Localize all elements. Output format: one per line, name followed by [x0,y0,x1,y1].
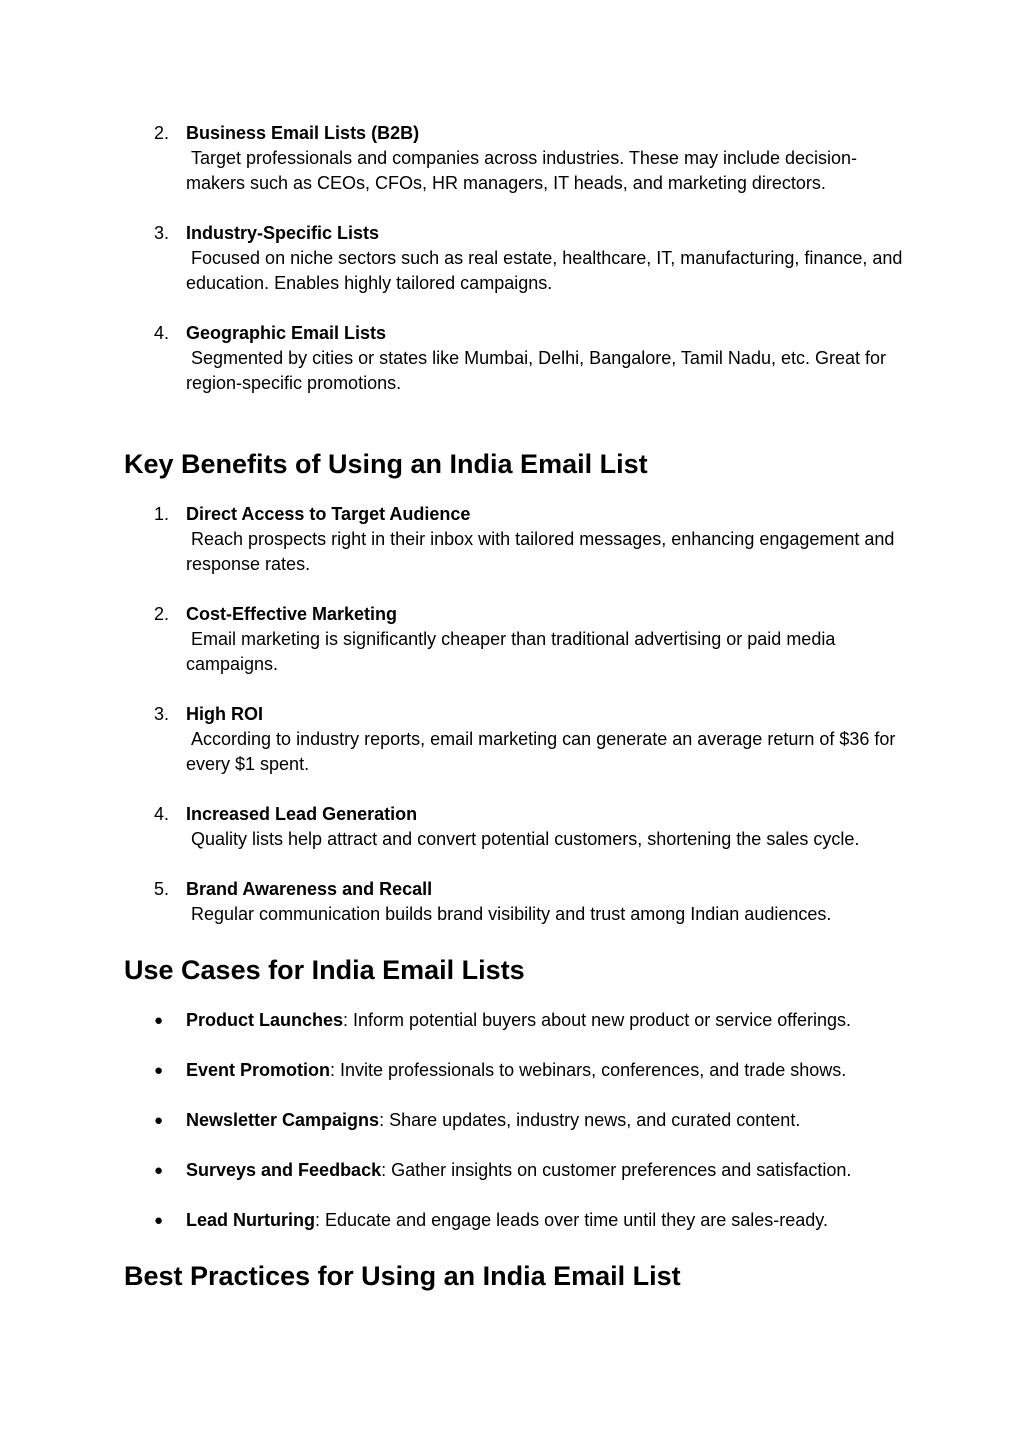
item-description: Quality lists help attract and convert potential customers, shortening the sales cycle. [186,829,860,849]
best-practices-heading: Best Practices for Using an India Email List [124,1261,681,1291]
item-description: : Educate and engage leads over time until they are sales-ready. [315,1210,828,1230]
bullet-icon: ● [154,1112,164,1129]
benefits-heading: Key Benefits of Using an India Email List [124,449,648,479]
item-title: Lead Nurturing [186,1210,315,1230]
list-item [124,221,908,296]
item-description: : Invite professionals to webinars, conferences, and trade shows. [330,1060,847,1080]
list-number: 2. [154,123,170,143]
item-title: Industry-Specific Lists [186,223,380,243]
item-description: Reach prospects right in their inbox with tailored messages, enhancing engagement and response rates. [186,529,900,574]
list-item [124,1208,904,1233]
item-description: Regular communication builds brand visibility and trust among Indian audiences. [186,904,832,924]
item-title: Brand Awareness and Recall [186,879,433,899]
list-number: 5. [154,879,170,899]
bullet-icon: ● [154,1162,164,1179]
item-title: Product Launches [186,1010,344,1030]
use-cases-list [124,1008,904,1233]
item-title: Increased Lead Generation [186,804,418,824]
item-description: : Gather insights on customer preferences and satisfaction. [381,1160,852,1180]
list-item [124,321,904,396]
use-cases-heading: Use Cases for India Email Lists [124,955,525,985]
bullet-icon: ● [154,1212,164,1229]
bullet-icon: ● [154,1012,164,1029]
list-number: 3. [154,223,170,243]
item-description: Target professionals and companies across industries. These may include decision-makers such as CEOs, CFOs, HR managers, IT heads, and marketing directors. [186,148,858,193]
item-description: Segmented by cities or states like Mumbai, Delhi, Bangalore, Tamil Nadu, etc. Great for region-specific promotions. [186,348,892,393]
list-item [124,1058,904,1083]
item-description: According to industry reports, email marketing can generate an average return of $36 for every $1 spent. [186,729,901,774]
item-description: : Inform potential buyers about new product or service offerings. [343,1010,851,1030]
list-number: 3. [154,704,170,724]
email-list-types [124,121,908,396]
list-item [124,1008,904,1033]
item-title: Business Email Lists (B2B) [186,123,420,143]
list-number: 4. [154,323,170,343]
list-item [124,702,904,777]
item-title: Cost-Effective Marketing [186,604,398,624]
item-title: Geographic Email Lists [186,323,387,343]
list-item [124,602,904,677]
item-title: High ROI [186,704,263,724]
list-item [124,1158,904,1183]
item-title: Direct Access to Target Audience [186,504,471,524]
list-item [124,502,904,577]
list-item [124,802,904,852]
list-item [124,121,904,196]
list-number: 2. [154,604,170,624]
benefits-list [124,502,904,927]
item-description: : Share updates, industry news, and curated content. [379,1110,801,1130]
item-title: Event Promotion [186,1060,331,1080]
bullet-icon: ● [154,1062,164,1079]
list-number: 4. [154,804,170,824]
item-title: Newsletter Campaigns [186,1110,380,1130]
item-title: Surveys and Feedback [186,1160,382,1180]
list-number: 1. [154,504,170,524]
list-item [124,877,904,927]
item-description: Focused on niche sectors such as real estate, healthcare, IT, manufacturing, finance, and education. Enables highly tailored campaigns. [186,248,908,293]
list-item [124,1108,904,1133]
item-description: Email marketing is significantly cheaper than traditional advertising or paid media campaigns. [186,629,841,674]
